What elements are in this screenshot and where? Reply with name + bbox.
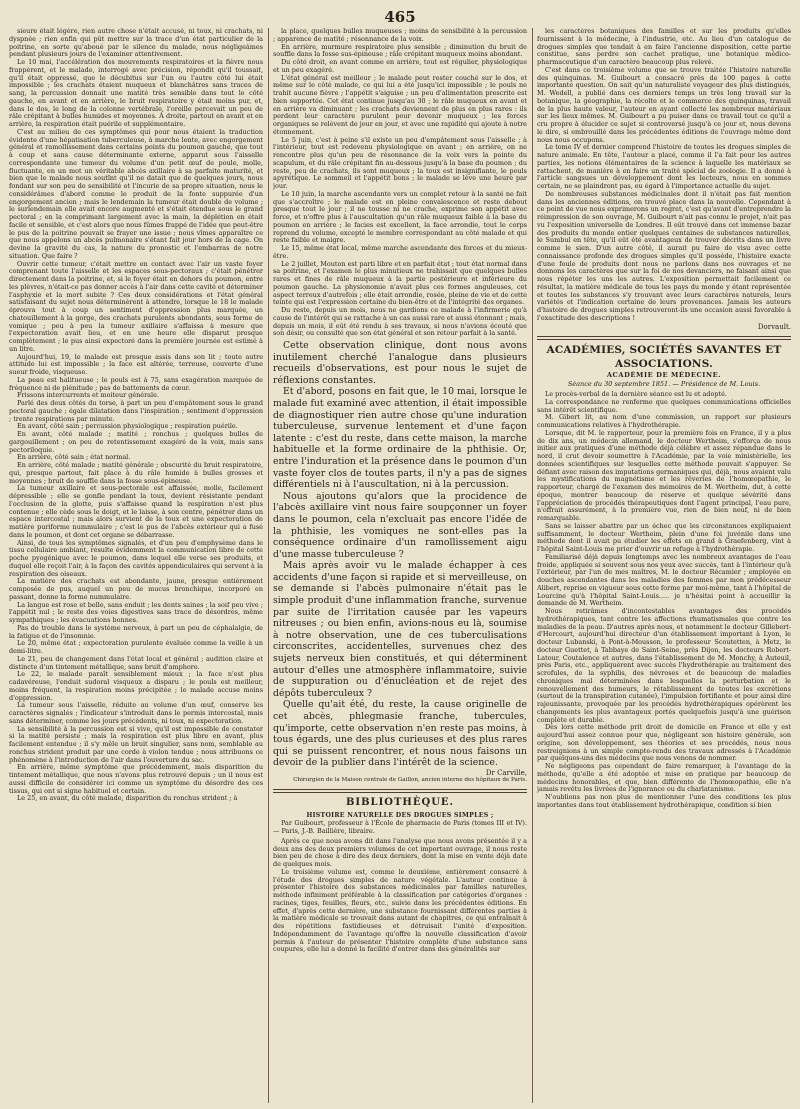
paragraph: L'état général est meilleur ; le malade peut rester couché sur le dos, et même sur le côté malade, ce qui lui a été jusqu'ici impossible ; le pouls ne trahit aucune fièvre ; l'appétit s'aiguise ; un peu d'alimentation prescrite est bien supportée. Cet état continue jusqu'au 30 ; le râle muqueux en avant et en arrière va diminuant ; les crachats deviennent de plus en plus rares : ils perdent leur caractère purulent pour devenir muqueux ; les forces organiques se relèvent de jour en jour, et avec une rapidité qui ajoute à notre étonnement. xyxy=(273,73,527,136)
paragraph: De nombreuses substances médicinales dont il n'était pas fait mention dans les anciennes éditions, on trouvé place dans la nouvelle. Cependant à ce point de vue nous exprimerons un regret, c'est qu'avant d'entreprendre la réimpression de son ouvrage, M. Guibourt n'ait pas connu le projet, n'ait pas vu l'exposition universelle de Londres. Il eût trouvé dans cet immense bazar des produits du monde entier quelques centaines de substances naturelles, le Sumbul en tête, qu'il eût été avantageux de trouver décrits dans un livre comme le sien. D'un autre côté, il aurait pu faire de visu avec cette connaissance profonde des drogues simples qu'il possède, l'histoire exacte d'une foule de produits dont nous ne parlons dans nos ouvrages et ne donnons les caractères que sur la foi de nos devanciers, ne faisant ainsi que nous répéter les uns les autres. L'exposition permettait facilement ce résultat, la matière médicale de tous les pays du monde y étant représentée et toutes les substances s'y trouvant avec leurs caractères naturels, leurs variétés et l'indication certaine de leurs provenances. Jamais les auteurs d'histoire de drogues simples retrouveront-ils une occasion aussi favorable à l'exactitude des descriptions ! xyxy=(537,189,791,322)
book-review-text xyxy=(273,838,527,954)
clinical-observation-end xyxy=(273,28,527,338)
paragraph: Parlé des deux côtés du torse, à part un peu d'empâtement sous le grand pectoral gauche ; égale dilatation dans l'inspiration ; sentiment d'oppression ; trente respirations par minute. xyxy=(9,399,263,423)
paragraph: Et d'abord, posons en fait que, le 10 mai, lorsque le malade fut examiné avec attention, il était impossible de diagnostiquer rien autre chose qu'une induration tuberculeuse, survenue lentement et d'une façon latente : c'est du reste, dans cette maison, la marche habituelle et la forme ordinaire de la phthisie. Or, entre l'induration et la présence dans le poumon d'un vaste foyer clos de toutes parts, il n'y a pas de signes différentiels ni à l'auscultation, ni à la percussion. xyxy=(273,386,527,491)
paragraph: Pas de trouble dans le système nerveux, à part un peu de céphalalgie, de la fatigue et de l'insomnie. xyxy=(9,623,263,640)
paragraph: sieure était légère, rien autre chose n'était accusé, ni toux, ni crachats, ni dyspnée ; rien enfin qui pût mettre sur la trace d'un état particulier de la poitrine, en sorte qu'aboué par le silence du malade, nous négligeâmes pendant plusieurs jours de l'examiner attentivement. xyxy=(9,28,263,59)
column-3 xyxy=(537,28,791,1103)
paragraph: La correspondance ne renferme que quelques communications officielles sans intérêt scientifique. xyxy=(537,397,791,414)
paragraph: Le 10 juin, la marche ascendante vers un complet retour à la santé ne fait que s'accroître ; le malade est en pleine convalescence et reste debout presque tout le jour ; il ne tousse ni ne crache, exprime son appétit avec force, et n'offre plus à l'auscultation qu'un râle muqueux faible à la base du poumon en arrière ; le facies est excellent, la face arrondie, tout le corps reprend du volume, excepté le membre correspondant au côté malade et qui reste faible et maigre. xyxy=(273,189,527,245)
clinical-observation-continued xyxy=(9,28,263,803)
paragraph: Le 2 juillet, Mouton est parti libre et en parfait état ; tout état normal dans sa poitrine, et l'examen le plus minutieux ne trahissait que quelques bulles rares et fines de râle muqueux à la partie postérieure et inférieure du poumon gauche. La physionomie n'avait plus ces formes anguleuses, cet aspect terreux d'autrefois ; elle était arrondie, rosée, pleine de vie et de cette teinte qui est l'expression certaine du bien-être et de l'intégrité des organes. xyxy=(273,259,527,307)
review-title: HISTOIRE NATURELLE DES DROGUES SIMPLES ; xyxy=(306,812,494,820)
bibliotheque-heading: BIBLIOTHÈQUE. xyxy=(345,797,455,809)
paragraph: Nous retirâmes d'incontestables avantages des procédés hydrothérapiques, tant contre les affections rhumatismales que contre les maladies de la peau. D'autres après nous, et notamment le docteur Gillebert-d'Hercourt, aujourd'hui directeur d'un établissement important à Lyon, le docteur Lubanski, à Pont-à-Mousson, le professeur Scoutetten, à Metz, le docteur Guettet, à Tabbaye de Saint-Seine, près Dijon, les docteurs Robert-Latour, Coutalence et autres, dans l'établissement de M. Monchy, à Auteuil, près Paris, etc., appliquèrent avec succès l'hydrothérapie au traitement des scrofules, de la syphilis, des névroses et de beaucoup de maladies chroniques mal déterminées dans lesquelles la perturbation et le renouvellement des humeurs, le rétablissement de toutes les excrétions (surtout de la transpiration cutanée), l'impulsion fortifiante et pour ainsi dire rajeunissante, provoquée par les procédés hydrothérapiques opérèrent les changements les plus avantageux portés quelquefois jusqu'à une guérison complète et durable. xyxy=(537,607,791,724)
paragraph: En arrière, côté sain ; état normal. xyxy=(17,453,131,462)
column-divider xyxy=(532,28,533,1103)
paragraph: Mais après avoir vu le malade échapper à ces accidents d'une façon si rapide et si merveilleuse, on se demande si l'abcès pulmonaire n'était pas le simple produit d'une inflammation franche, survenue par suite de l'irritation causée par les vapeurs nitreuses ; ou bien enfin, avions-nous eu là, soumise à notre observation, une de ces tuberculisations circonscrites, accidentelles, survenues chez des sujets nerveux bien constitués, et qui déterminent autour d'elles une atmosphère inflammatoire, suivie de suppuration ou d'énucléation et de rejet des dépôts tuberculeux ? xyxy=(273,560,527,699)
paragraph: Familiarisé déjà depuis longtemps avec les nombreux avantages de l'eau froide, appliquée si souvent sous nos yeux avec succès, tant à l'intérieur qu'à l'extérieur, par l'un de mes maîtres, M. le docteur Récamier ; employée en douches ascendantes dans les maladies des femmes par mon prédécesseur Alibert, reprise en vigueur sous cette forme par moi-même, tant à l'hôpital de Lourcine qu'à l'hôpital Saint-Louis..... je n'hésitai point à accueillir la demande de M. Wertheim. xyxy=(537,552,791,608)
paragraph: Ainsi, de tous les symptômes signalés, et d'un peu d'emphysème dans le tissu cellulaire ambiant, résulte évidemment la communication libre de cette poche pyogénique avec le poumon, dans lequel elle verse ses produits, et duquel elle reçoit l'air, à la façon des cavités appendiculaires qui servent à la respiration des oiseaux. xyxy=(9,538,263,578)
paragraph: Aujourd'hui, 19, le malade est presque assis dans son lit ; toute autre attitude lui est impossible ; la face est altérée, terreuse, couverte d'une sueur froide, visqueuse. xyxy=(9,352,263,376)
paragraph: En avant, côté sain ; percussion physiologique ; respiration puérile. xyxy=(17,422,238,431)
paragraph: Le procès-verbal de la dernière séance est lu et adopté. xyxy=(545,390,727,398)
paragraph: La matière des crachats est abondante, jaune, presque entièrement composée de pus, auquel un peu de mucus bronchique, incorporé en passant, donne la forme nummulaire. xyxy=(9,577,263,601)
paragraph: Sans se laisser abattre par un échec que les circonstances expliquaient suffisamment, le docteur Wertheim, plein d'une foi juvénile dans une méthode dont il avait pu étudier les effets en grand à Graefenberg, vint à l'hôpital Saint-Louis me prier d'ouvrir un refuge à l'hydrothérapie. xyxy=(537,521,791,553)
paragraph: Lorsque, dit M. le rapporteur, pour la première fois en France, il y a plus de dix ans, un médecin allemand, le docteur Wertheim, s'efforça de nous initier aux pratiques d'une méthode déjà célèbre et assez répandue dans le nord, il crut devoir soumettre à l'Académie, par la voie ministérielle, les données scientifiques sur lesquelles cette méthode pouvait s'appuyer. Se défiant avec raison des imputations germaniques qui, déjà, nous avaient valu les mystifications du magnétisme et les rêveries de l'homœopathie, le rapporteur, chargé de l'examen des mémoires de M. Wertheim, dut, à cette époque, montrer beaucoup de réserve et quelque sévérité dans l'appréciation de procédés thérapeutiques dont l'agent principal, l'eau pure, n'offrait assurément, à la première vue, rien de bien neuf, ni de bien remarquable. xyxy=(537,428,791,522)
paragraph: La sensibilité à la percussion est si vive, qu'il est impossible de constater si la matité persiste ; mais la respiration est plus libre en avant, plus facilement entendue ; il s'y mêle un bruit singulier, sans nom, semblable au ronchus strident produit par une corde à violon tendue ; nous attribuons ce phénomène à l'introduction de l'air dans l'ouverture du sac. xyxy=(9,724,263,764)
paragraph: Le 25, en avant, du côté malade, disparition du ronchus strident ; à xyxy=(17,794,238,803)
academy-report-text xyxy=(537,391,791,810)
paragraph: Frissons intercurrents et moiteur générale. xyxy=(17,391,159,400)
academie-medecine-subheading: ACADÉMIE DE MÉDECINE. xyxy=(606,371,722,379)
paragraph: La peau est halitueuse ; le pouls est à 75, sans exagération marquée de fréquence ni de plénitude ; pas de battements de cœur. xyxy=(9,375,263,392)
paragraph: En arrière, côté malade ; matité générale ; obscurité du bruit respiratoire, qui, presque partout, fait place à du râle humide à bulles grosses et moyennes ; bruit de souffle dans la fosse sous-épineuse. xyxy=(9,461,263,485)
paragraph: Le troisième volume est, comme le deuxième, entièrement consacré à l'étude des drogues simples de nature végétale. L'auteur continue à présenter l'histoire des substances médicinales par familles naturelles, méthode infiniment préférable à la classification par catégories d'organes : racines, tiges, feuilles, fleurs, etc., suivie dans les précédentes éditions. En effet, d'après cette dernière, une substance fournissant différentes parties à la matière médicale se trouvait dans autant de chapitres, ce qui entraînait à des répétitions fastidieuses et détruisait l'unité d'exposition. Indépendamment de l'avantage qu'offre la nouvelle classification d'avoir permis à l'auteur de présenter l'histoire complète d'une substance sans coupures, elle lui a donné la facilité d'entrer dans des généralités sur xyxy=(273,867,527,954)
paragraph: La tumeur axillaire et sous-pectorale est affaissée, molle, facilement dépressible ; elle se gonfle pendant la toux, devient résistante pendant l'occlusion de la glotte, puis s'affaisse quand la respiration n'est plus contenue ; elle cède sous le doigt, et le laisse, à son centre, pénétrer dans un espace intercostal ; mais alors survient de la toux et une expectoration de matière puriforme nummulaire ; c'est le pus de l'abcès extérieur qui a fusé dans le poumon, et dont cet organe se débarrasse. xyxy=(9,484,263,539)
paragraph: La langue est rose et belle, sans enduit ; les dents saines ; la soif peu vive ; l'appétit nul ; le reste des voies digestives sans trace de désordres, même sympathiques ; les évacuations bonnes. xyxy=(9,600,263,624)
reviewer-signature: Dorvault. xyxy=(757,322,791,331)
paragraph: Le tome IV et dernier comprend l'histoire de toutes les drogues simples de nature animale. En tête, l'auteur a placé, comme il l'a fait pour les autres parties, les notions élémentaires de la science à laquelle les matériaux se rattachent, de manière à en faire un traité spécial de zoologie. Il a donné à l'article sangsues un développement dont les lecteurs, nous en sommes certain, ne se plaindront pas, eu égard à l'importance actuelle du sujet. xyxy=(537,143,791,190)
paragraph: Cette observation clinique, dont nous avons inutilement cherché l'analogue dans plusieurs recueils d'observations, est pour nous le sujet de réflexions constantes. xyxy=(273,340,527,386)
page-number: 465 xyxy=(384,8,416,26)
clinical-reflections xyxy=(273,340,527,769)
paragraph: M. Gibert lit, au nom d'une commission, un rapport sur plusieurs communications relatives à l'hydrothérapie. xyxy=(537,413,791,429)
paragraph: Après ce que nous avons dit dans l'analyse que nous avons présentée il y a deux ans des deux premiers volumes de cet important ouvrage, il nous reste bien peu de chose à dire des deux derniers, dont la mise en vente déjà date de quelques mois. xyxy=(273,836,527,869)
paragraph: N'oublions pas non plus de mentionner l'une des conditions les plus importantes dans tout établissement hydrothérapique, condition si bien xyxy=(537,793,791,809)
paragraph: C'est au milieu de ces symptômes qui pour nous étaient la traduction évidente d'une hépatisation tuberculeuse, à marche lente, avec engorgement général et ramollissement dans certains points du poumon gauche, que tout à coup et sans cause déterminante externe, apparut sous l'aisselle correspondante une tumeur du volume d'un petit œuf de poule, molle, fluctuante, en un mot un véritable abcès axillaire à sa parfaite maturité, et bien que le malade nous soutînt qu'il ne datait que de quelques jours, nous fondant sur son peu de sensibilité et l'incurie de sa propre situation, nous le considérâmes d'abord comme le produit de la fonte suppurée d'un engorgement ancien ; mais le lendemain la tumeur était double de volume ; le surlendemain elle avait encore augmenté et s'était étendue sous le grand pectoral ; en la comprimant largement avec la main, la déplétion en était facile et sensible, et c'est alors que nous fûmes frappé de l'idée que peut-être le pus de la poitrine pouvait se frayer une issue ; nous vîmes apparaître ce que nous appelons un abcès pulmonaire s'étant fait jour hors de la cage. On devine la gravité du cas, la nature du pronostic et l'embarras de notre situation. Que faire ? xyxy=(9,127,263,260)
paragraph: En arrière, murmure respiratoire plus sensible ; diminution du bruit de souffle dans la fosse sus-épineuse ; râle crépitant muqueux moins abondant. xyxy=(273,42,527,59)
session-line: Séance du 30 septembre 1851. — Présidence de M. Louis. xyxy=(567,380,761,388)
paragraph: Le 22, le malade paraît sensiblement mieux ; la face n'est plus cadavéreuse, l'enduit sudoral visqueux a disparu ; le pouls est meilleur, moins fréquent, la respiration moins précipitée ; le malade accuse moins d'oppression. xyxy=(9,670,263,702)
academies-heading: ACADÉMIES, SOCIÉTÉS SAVANTES ET ASSOCIATIONS. xyxy=(546,344,782,370)
author-signature: Dr Carville, xyxy=(485,768,527,777)
paragraph: Le 21, peu de changement dans l'état local et général ; audition claire et distincte d'un tintement métallique, sans bruit d'amphore. xyxy=(9,654,263,671)
paragraph: Ouvrir cette tumeur, c'était mettre en contact avec l'air un vaste foyer comprenant toute l'aisselle et les espaces sous-pectoraux ; c'était pénétrer directement dans la poitrine, et, si le foyer était en dehors du poumon, entre les plèvres, n'était-ce pas donner accès à l'air dans cette cavité et déterminer l'asphyxie et la mort subite ? Ces deux considérations et l'état général satisfaisant du sujet nous déterminèrent à attendre, lorsque le 18 le malade éprouva tout à coup un sentiment d'oppression plus marquée, un chatouillement à la gorge, des crachats purulents abondants, sous forme de vomique ; peu à peu la tumeur axillaire s'affaissa à mesure que l'expectoration avait lieu, et en une heure elle disparut presque complètement ; le pus ainsi expectoré dans la première journée est estimé à un litre. xyxy=(9,259,263,353)
paragraph: Du reste, depuis un mois, nous ne gardions ce malade à l'infirmerie qu'à cause de l'intérêt qui se rattache à un cas aussi rare et aussi étonnant ; mais, depuis un mois, il eût été rendu à ses travaux, si nous n'avions écouté que son désir, ou consulté que son état général et son retour parfait à la santé. xyxy=(273,306,527,338)
paragraph: Dès lors cette méthode prit droit de domicile en France et elle y est aujourd'hui assez connue pour que, négligeant son histoire générale, son origine, son développement, ses théories et ses procédés, nous nous restreignions à un simple compte-rendu des travaux adressés à l'Académie par quelques-uns des médecins que nous venons de nommer. xyxy=(537,723,791,763)
author-affiliation: Chirurgien de la Maison centrale de Gaillon, ancien interne des hôpitaux de Paris. xyxy=(293,777,527,784)
column-1 xyxy=(9,28,263,1103)
section-divider xyxy=(537,336,791,340)
paragraph: En avant, côté malade ; matité ; ronchus ; quelques bulles de gargouillement ; on peu de retentissement exagéré de la voix, mais sans pectoriloquie. xyxy=(9,430,263,454)
paragraph: Nous ajoutons qu'alors que la procidence de l'abcès axillaire vint nous faire soupçonner un foyer dans le poumon, cela n'excluait pas encore l'idée de la phthisie, les vomiques ne sont-elles pas la conséquence ordinaire d'un ramollissement aigu d'une masse tuberculeuse ? xyxy=(273,490,527,560)
column-2 xyxy=(273,28,527,1103)
paragraph: Le 15, même état local, même marche ascendante des forces et du mieux-être. xyxy=(273,244,527,260)
paragraph: Le 20, même état ; expectoration purulente évaluée comme la veille à un demi-litre. xyxy=(9,639,263,655)
review-reference: Par Guibourt, professeur à l'École de pharmacie de Paris (tomes III et IV). — Paris, J.-B. Baillière, libraire. xyxy=(273,819,527,836)
paragraph: En arrière, même symptôme que précédemment, mais disparition du tintement métallique, que nous n'avons plus retrouvé depuis ; un il nous est aussi difficile de considérer ici comme un symptôme du désordre des ces tissus, qui ont si signe habituel et certain. xyxy=(9,763,263,795)
paragraph: C'est dans ce troisième volume que se trouve traitée l'histoire naturelle des quinquinas. M. Guibourt a consacré près de 100 pages à cette importante question. On sait qu'un naturaliste voyageur des plus distingués, M. Wedell, a publié dans ces derniers temps un très long travail sur la botanique, la géographie, la récolte et le commerce des quinquinas, travail de la plus haute valeur, l'auteur en ayant collecté les nombreux matériaux sur les lieux mêmes. M. Guibourt a pu puiser dans ce travail tout ce qu'il a cru propre à élucider ce sujet si controversé jusqu'à ce jour et, nous devons le dire, si embrouillé dans les précédentes éditions de l'ouvrage même dont nous nous occupons. xyxy=(537,65,791,144)
paragraph: Le 10 mai, l'accélération des mouvements respiratoires et la fièvre nous frappèrent, et le malade, interrogé avec précision, répondit qu'il toussait, qu'il était oppressé, que le décubitus sur l'un ou l'autre côté lui était impossible ; les crachats étaient muqueux et blanchâtres sans traces de sang, la percussion donnait une matité très sensible dans tout le côté gauche, en avant et en arrière, le bruit respiratoire y était moins pur, et, dans le dos, le long de la colonne vertébrale, l'oreille percevait un peu de râle crépitant à bulles humides et moyennes. À droite, partout en avant et en arrière, la respiration était puérile et supplémentaire. xyxy=(9,58,263,128)
paragraph: La tumeur sous l'aisselle, réduite au volume d'un œuf, conserve les caractères signalés ; l'indicateur s'introduit dans le permis intercostal, mais sans déterminer, comme les jours précédents, ni toux, ni expectoration. xyxy=(9,701,263,725)
paragraph: Quelle qu'ait été, du reste, la cause originelle de cet abcès, phlegmasie franche, tubercules, qu'importe, cette observation n'en reste pas moins, à tous égards, une des plus curieuses et des plus rares qui se puissent rencontrer, et nous nous faisons un devoir de la publier dans l'intérêt de la science. xyxy=(273,699,527,769)
paragraph: Ne négligeons pas cependant de faire remarquer, à l'avantage de la méthode, qu'elle a été adoptée et mise en pratique par beaucoup de médecins honorables, et que, bien différente de l'homœopathie, elle n'a jamais revêtu les livrées de l'ignorance ou du charlatanisme. xyxy=(537,762,791,794)
paragraph: Le 5 juin, c'est à peine s'il existe un peu d'empâtement sous l'aisselle ; à l'intérieur, tout est redevenu physiologique en avant ; en arrière, on ne rencontre plus qu'un peu de résonnance de la voix vers la pointe du scapulum, et du râle crépitant fin au-dessous jusqu'à la base du poumon ; du reste, peu de crachats, ils sont muqueux ; la toux est insignifiante, le pouls apyrétique. Le sommeil et l'appétit bons ; le malade se lève une heure par jour. xyxy=(273,135,527,190)
book-review-continued xyxy=(537,28,791,323)
columns xyxy=(9,28,791,1103)
paragraph: la place, quelques bulles muqueuses ; moins de sensibilité à la percussion ; apparence de matité ; résonnance de la voix. xyxy=(273,28,527,43)
paragraph: les caractères botaniques des familles et sur les produits qu'elles fournissent à la médecine, à l'industrie, etc. Au lieu d'un catalogue de drogues simples que tendait à en faire l'ancienne disposition, cette partie constitue, sans perdre son cachet pratique, une botanique médico-pharmaceutique d'un caractère beaucoup plus relevé. xyxy=(537,28,791,66)
section-divider xyxy=(273,789,527,793)
column-divider xyxy=(268,28,269,1103)
paragraph: Du côté droit, en avant comme en arrière, tout est régulier, physiologique et un peu exagéré. xyxy=(273,58,527,74)
